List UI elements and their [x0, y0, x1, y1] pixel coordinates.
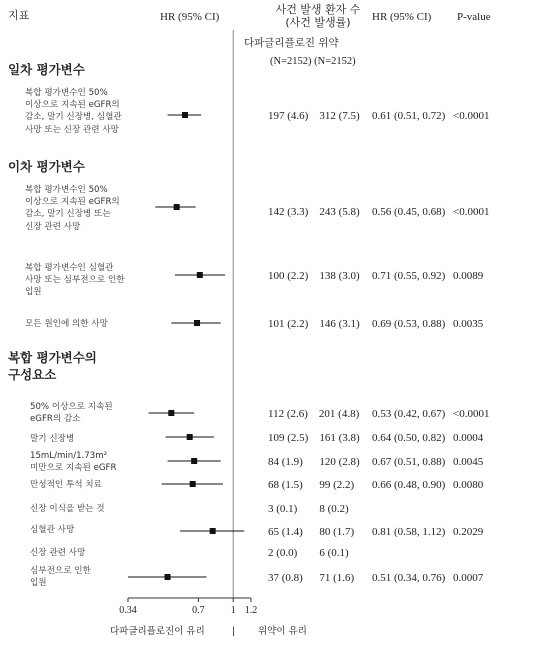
row-hr: 0.61 (0.51, 0.72)	[372, 110, 446, 122]
row-pvalue: 0.0089	[453, 270, 484, 282]
row-hr: 0.69 (0.53, 0.88)	[372, 318, 446, 330]
header-events-line1: 사건 발생 환자 수	[275, 3, 361, 16]
x-tick-label: 0.34	[119, 605, 137, 616]
row-events: 68 (1.5) 99 (2.2)	[268, 479, 355, 491]
point-estimate	[191, 458, 197, 464]
row-hr: 0.71 (0.55, 0.92)	[372, 270, 446, 282]
row-pvalue: <0.0001	[453, 110, 490, 122]
point-estimate	[174, 204, 180, 210]
favors-dapagliflozin-label: 다파글리플로진이 유리	[110, 626, 205, 637]
row-label: 만성적인 투석 치료	[30, 480, 102, 490]
row-pvalue: 0.0045	[453, 456, 484, 468]
row-hr: 0.64 (0.50, 0.82)	[372, 432, 446, 444]
row-events: 84 (1.9) 120 (2.8)	[268, 456, 360, 468]
row-events: 112 (2.6) 201 (4.8)	[268, 408, 360, 420]
favors-separator: |	[232, 626, 236, 637]
row-events: 2 (0.0) 6 (0.1)	[268, 547, 349, 559]
row-events: 100 (2.2) 138 (3.0)	[268, 270, 360, 282]
x-tick-label: 0.7	[192, 605, 205, 616]
row-hr: 0.66 (0.48, 0.90)	[372, 479, 446, 491]
point-estimate	[187, 434, 193, 440]
section-title-components-line1: 복합 평가변수의	[8, 350, 97, 365]
row-events: 142 (3.3) 243 (5.8)	[268, 206, 360, 218]
point-estimate	[194, 320, 200, 326]
row-pvalue: 0.0004	[453, 432, 484, 444]
row-label: 심혈관 사망	[30, 525, 75, 535]
point-estimate	[197, 272, 203, 278]
section-title-primary: 일차 평가변수	[8, 62, 85, 77]
header-subgroup: 지표	[8, 9, 30, 22]
sample-size-labels: (N=2152) (N=2152)	[270, 56, 356, 67]
row-pvalue: 0.0035	[453, 318, 484, 330]
row-label: 신장 이식을 받는 것	[30, 504, 105, 514]
row-hr: 0.51 (0.34, 0.76)	[372, 572, 446, 584]
header-hr-left: HR (95% CI)	[160, 11, 220, 23]
x-tick-label: 1.2	[244, 605, 258, 616]
section-title-components-line2: 구성요소	[8, 367, 57, 382]
favors-placebo-label: 위약이 유리	[258, 626, 307, 637]
point-estimate	[210, 528, 216, 534]
row-pvalue: <0.0001	[453, 408, 490, 420]
section-title-secondary: 이차 평가변수	[8, 159, 85, 174]
header-hr-right: HR (95% CI)	[372, 11, 432, 23]
row-label: 15mL/min/1.73m² 미만으로 지속된 eGFR	[30, 451, 117, 474]
header-pvalue: P-value	[457, 11, 491, 23]
row-label: 모든 원인에 의한 사망	[25, 319, 108, 329]
point-estimate	[168, 410, 174, 416]
x-tick-label: 1	[230, 605, 236, 616]
row-pvalue: <0.0001	[453, 206, 490, 218]
row-events: 197 (4.6) 312 (7.5)	[268, 110, 360, 122]
row-label: 복합 평가변수인 50% 이상으로 지속된 eGFR의 감소, 말기 신장병, 심혈관 사망 또는 신장 관련 사망	[25, 88, 122, 135]
row-hr: 0.53 (0.42, 0.67)	[372, 408, 446, 420]
row-label: 심부전으로 인한 입원	[30, 566, 91, 589]
group-labels: 다파글리플로진 위약	[244, 37, 339, 49]
row-events: 3 (0.1) 8 (0.2)	[268, 503, 349, 515]
row-pvalue: 0.2029	[453, 526, 484, 538]
row-events: 109 (2.5) 161 (3.8)	[268, 432, 360, 444]
row-hr: 0.81 (0.58, 1.12)	[372, 526, 446, 538]
row-events: 101 (2.2) 146 (3.1)	[268, 318, 360, 330]
row-label: 신장 관련 사망	[30, 548, 86, 558]
row-label: 복합 평가변수인 50% 이상으로 지속된 eGFR의 감소, 말기 신장병 또는 신장 관련 사망	[25, 185, 120, 232]
point-estimate	[190, 481, 196, 487]
point-estimate	[165, 574, 171, 580]
header-events-line2: (사건 발생률)	[285, 16, 351, 29]
row-pvalue: 0.0080	[453, 479, 484, 491]
row-hr: 0.67 (0.51, 0.88)	[372, 456, 446, 468]
row-label: 복합 평가변수인 심혈관 사망 또는 심부전으로 인한 입원	[25, 263, 125, 298]
row-events: 37 (0.8) 71 (1.6)	[268, 572, 355, 584]
row-events: 65 (1.4) 80 (1.7)	[268, 526, 355, 538]
row-label: 50% 이상으로 지속된 eGFR의 감소	[30, 402, 113, 425]
row-hr: 0.56 (0.45, 0.68)	[372, 206, 446, 218]
row-pvalue: 0.0007	[453, 572, 484, 584]
point-estimate	[182, 112, 188, 118]
row-label: 말기 신장병	[30, 434, 75, 444]
